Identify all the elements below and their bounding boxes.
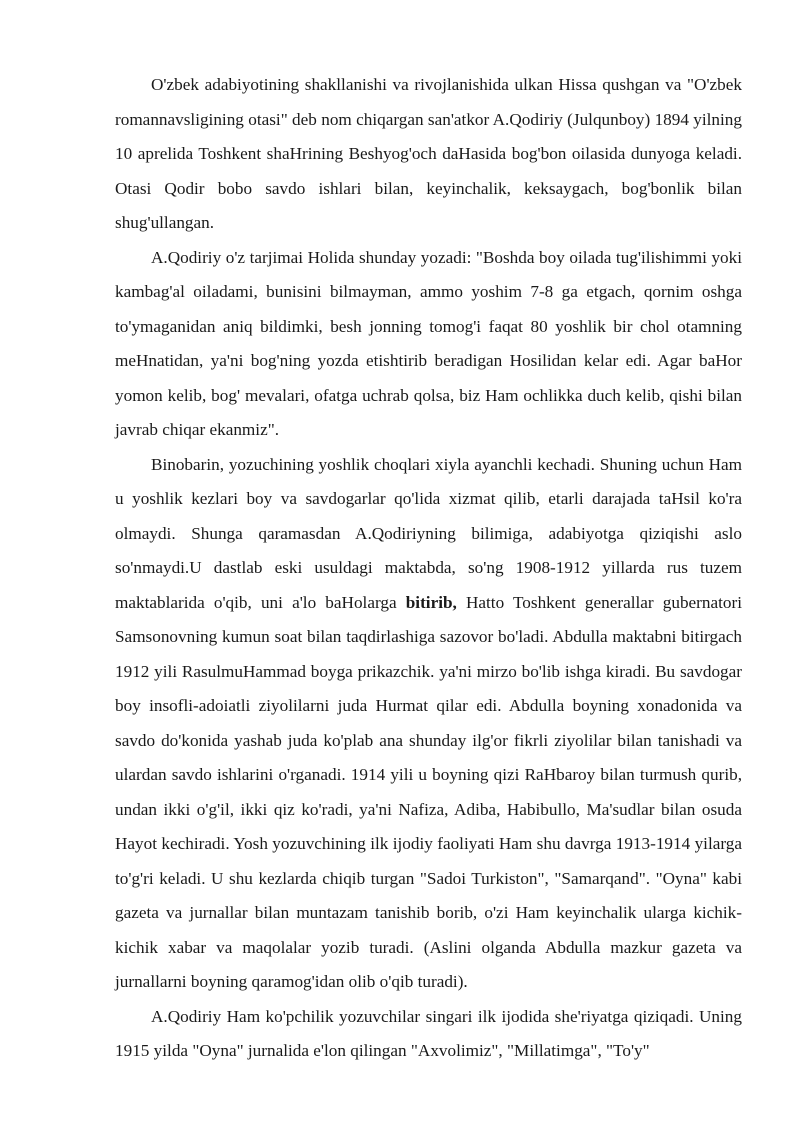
paragraph-3-text-before: Binobarin, yozuchining yoshlik choqlari xiyla ayanchli kechadi. Shuning uchun Ham u yoshlik kezlari boy va savdogarlar qo'lida xizmat qilib, etarli darajada taHsil ko'ra olmaydi. Shunga qaramasdan A.Qodiriyning bilimiga, adabiyotga qiziqishi aslo so'nmaydi.U dastlab eski usuldagi maktabda, so'ng 1908-1912 yillarda rus tuzem maktablarida o'qib, uni a'lo baHolarga xyxy=(115,454,742,612)
paragraph-3-bold-text: bitirib, xyxy=(405,592,457,612)
paragraph-1: O'zbek adabiyotining shakllanishi va rivojlanishida ulkan Hissa qushgan va "O'zbek romannavsligining otasi" deb nom chiqargan san'atkor A.Qodiriy (Julqunboy) 1894 yilning 10 aprelida Toshkent shaHrining Beshyog'och daHasida bog'bon oilasida dunyoga keladi. Otasi Qodir bobo savdo ishlari bilan, keyinchalik, keksaygach, bog'bonlik bilan shug'ullangan. xyxy=(115,75,742,232)
paragraph-2: A.Qodiriy o'z tarjimai Holida shunday yozadi: "Boshda boy oilada tug'ilishimmi yoki kambag'al oiladami, bunisini bilmayman, ammo yoshim 7-8 ga etgach, qornim oshga to'ymaganidan aniq bildimki, besh jonning tomog'i faqat 80 yoshlik bir chol otamning meHnatidan, ya'ni bog'ning yozda etishtirib beradigan Hosilidan kelar edi. Agar baHor yomon kelib, bog' mevalari, ofatga uchrab qolsa, biz Ham ochlikka duch kelib, qishi bilan javrab chiqar ekanmiz". xyxy=(115,247,742,439)
paragraph-4: A.Qodiriy Ham ko'pchilik yozuvchilar singari ilk ijodida she'riyatga qiziqadi. Uning 1915 yilda "Oyna" jurnalida e'lon qilingan "Axvolimiz", "Millatimga", "To'y" xyxy=(115,1006,742,1060)
document-body xyxy=(115,68,742,1069)
paragraph-3-text-after: Hatto Toshkent generallar gubernatori Samsonovning kumun soat bilan taqdirlashiga sazovor bo'ladi. Abdulla maktabni bitirgach 1912 yili RasulmuHammad boyga prikazchik. ya'ni mirzo bo'lib ishga kiradi. Bu savdogar boy insofli-adoiatli ziyolilarni juda Hurmat qilar edi. Abdulla boyning xonadonida va savdo do'konida yashab juda ko'plab ana shunday ilg'or fikrli ziyolilar bilan tanishadi va ulardan savdo ishlarini o'rganadi. 1914 yili u boyning qizi RaHbaroy bilan turmush qurib, undan ikki o'g'il, ikki qiz ko'radi, ya'ni Nafiza, Adiba, Habibullo, Ma'sudlar bilan osuda Hayot kechiradi. Yosh yozuvchining ilk ijodiy faoliyati Ham shu davrga 1913-1914 yilarga to'g'ri keladi. U shu kezlarda chiqib turgan "Sadoi Turkiston", "Samarqand". "Oyna" kabi gazeta va jurnallar bilan muntazam tanishib borib, o'zi Ham keyinchalik ularga kichik-kichik xabar va maqolalar yozib turadi. (Aslini olganda Abdulla mazkur gazeta va jurnallarni boyning qaramog'idan olib o'qib turadi). xyxy=(115,592,742,991)
paragraph-3 xyxy=(115,448,742,1000)
